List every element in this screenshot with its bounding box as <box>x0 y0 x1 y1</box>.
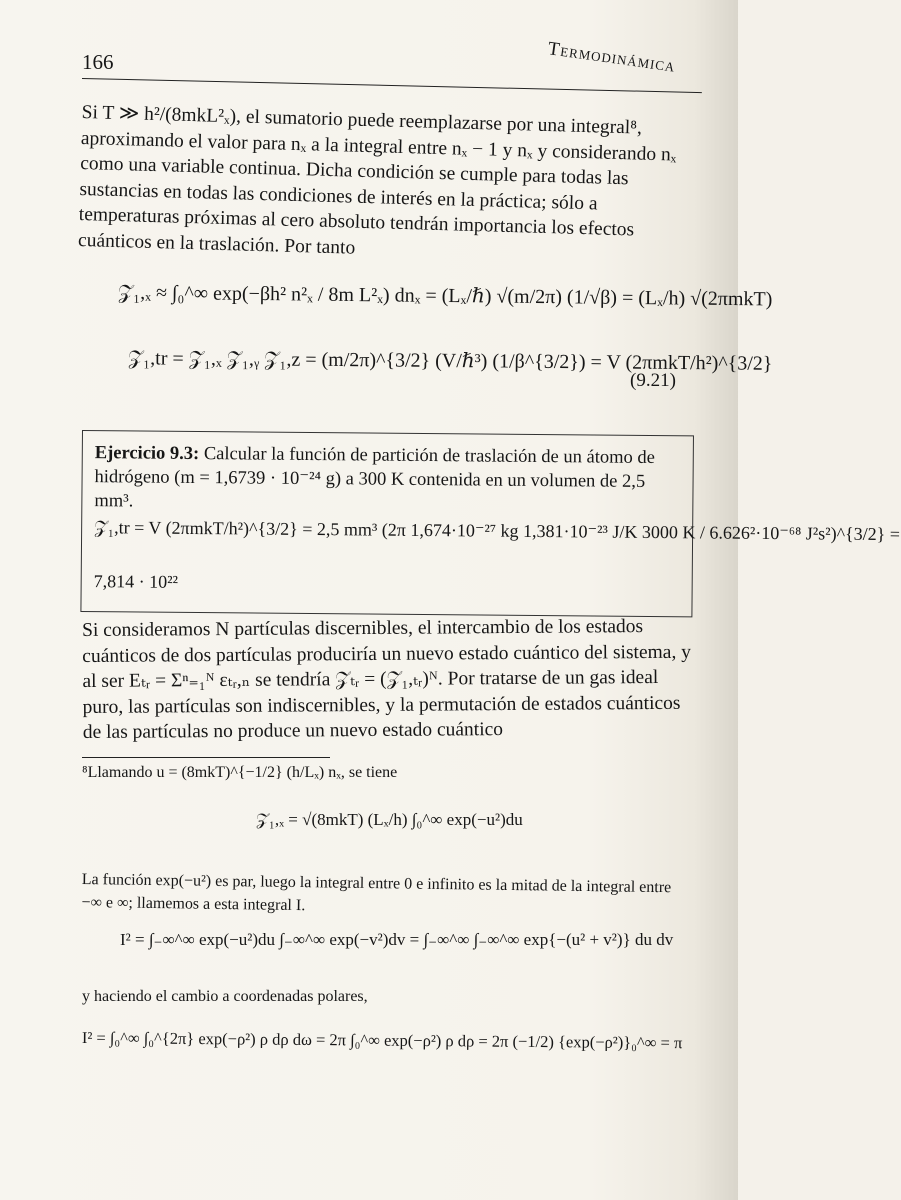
paragraph-1: Si T ≫ h²/(8mkL²ₓ), el sumatorio puede reemplazarse por una integral⁸, aproximando el valor para nₓ a la integral entre nₓ − 1 y nₓ y considerando nₓ como una variable continua. Dicha condición se cumple para todas las sustancias en todas las condiciones de interés en la práctica; sólo a temperaturas próximas al cero absoluto tendrán importancia los efectos cuánticos en la traslación. Por tanto <box>77 101 677 259</box>
exercise-box <box>80 430 901 617</box>
exercise-text: Calcular la función de partición de traslación de un átomo de hidrógeno (m = 1,6739 · 10⁻²⁴ g) a 300 K contenida en un volumen de 2,5 mm³. <box>94 444 655 512</box>
exercise-label: Ejercicio 9.3: <box>94 443 200 465</box>
exercise-result: 7,814 · 10²² <box>93 571 179 592</box>
footnote-rule <box>82 757 330 758</box>
footnote-equation-1: 𝒵₁,ₓ = √(8mkT) (Lₓ/h) ∫₀^∞ exp(−u²)du <box>256 810 523 829</box>
equation-1: 𝒵₁,ₓ ≈ ∫₀^∞ exp(−βh² n²ₓ / 8m L²ₓ) dnₓ = (Lₓ/ℏ) √(m/2π) (1/√β) = (Lₓ/h) √(2πmkT) <box>117 281 773 311</box>
footnote-intro: ⁸Llamando u = (8mkT)^{−1/2} (h/Lₓ) nₓ, se tiene <box>82 764 398 781</box>
exercise-statement <box>94 441 681 518</box>
equation-number: (9.21) <box>630 370 676 391</box>
header-rule <box>82 78 702 93</box>
paragraph-2: Si consideramos N partículas discernibles, el intercambio de los estados cuánticos de dos partículas produciría un nuevo estado cuántico del sistema, y al ser Eₜᵣ = Σⁿ₌₁ᴺ εₜᵣ,ₙ se tendría 𝒵ₜᵣ = (𝒵₁,ₜᵣ)ᴺ. Por tratarse de un gas ideal puro, las partículas son indiscernibles, y la permutación de estados cuánticos de las partículas no produce un nuevo estado cuántico <box>82 616 691 744</box>
footnote-equation-3: I² = ∫₀^∞ ∫₀^{2π} exp(−ρ²) ρ dρ dω = 2π ∫₀^∞ exp(−ρ²) ρ dρ = 2π (−1/2) {exp(−ρ²)}₀^∞ = π <box>81 1028 683 1053</box>
footnote-text: La función exp(−u²) es par, luego la integral entre 0 e infinito es la mitad de la integral entre −∞ e ∞; llamemos a esta integral I. <box>81 870 672 915</box>
running-head: Termodinámica <box>546 38 677 77</box>
page-number: 166 <box>82 50 114 74</box>
footnote-text-2: y haciendo el cambio a coordenadas polares, <box>82 988 368 1005</box>
equation-2: 𝒵₁,tr = 𝒵₁,ₓ 𝒵₁,ᵧ 𝒵₁,z = (m/2π)^{3/2} (V/ℏ³) (1/β^{3/2}) = V (2πmkT/h²)^{3/2} <box>127 347 773 375</box>
exercise-equation: 𝒵₁,tr = V (2πmkT/h²)^{3/2} = 2,5 mm³ (2π 1,674·10⁻²⁷ kg 1,381·10⁻²³ J/K 3000 K / 6.626²·10⁻⁶⁸ J²s²)^{3/2} = <box>94 517 901 545</box>
footnote-equation-2: I² = ∫₋∞^∞ exp(−u²)du ∫₋∞^∞ exp(−v²)dv = ∫₋∞^∞ ∫₋∞^∞ exp{−(u² + v²)} du dv <box>120 930 674 949</box>
